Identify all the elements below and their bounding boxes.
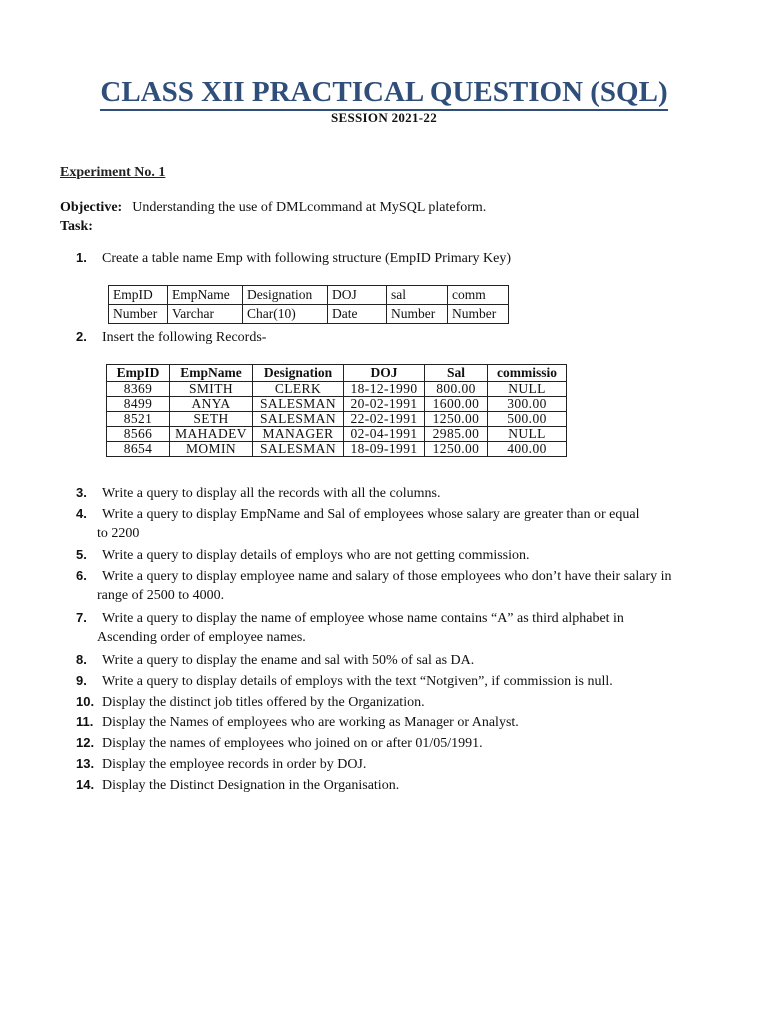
question-number: 3. [76,485,87,500]
column-header: EmpID [107,365,170,382]
step-1 [76,248,511,269]
structure-header-row [109,286,509,305]
question-number: 4. [76,506,87,521]
question-number: 6. [76,568,87,583]
table-cell: MANAGER [253,427,344,442]
table-cell: 1250.00 [425,442,488,457]
question-13 [76,754,366,775]
structure-table [108,285,509,324]
step-number: 1. [76,250,87,265]
session-label: SESSION 2021-22 [331,110,437,125]
table-cell: DOJ [328,286,387,305]
table-cell: NULL [488,427,567,442]
table-cell: SETH [170,412,253,427]
question-text: Write a query to display all the records with all the columns. [102,486,441,501]
question-number: 13. [76,756,95,771]
table-cell: 8521 [107,412,170,427]
table-row [107,427,567,442]
question-6 [76,566,672,587]
records-table [106,364,567,457]
question-number: 8. [76,652,87,667]
question-3 [76,483,440,504]
table-cell: comm [448,286,509,305]
experiment-heading: Experiment No. 1 [60,165,166,180]
table-cell: SALESMAN [253,442,344,457]
column-header: commissio [488,365,567,382]
document-title [0,74,768,110]
question-text: Display the names of employees who joined on or after 01/05/1991. [102,736,483,751]
table-cell: Designation [243,286,328,305]
step-number: 2. [76,329,87,344]
objective-text: Understanding the use of DMLcommand at MySQL plateform. [132,200,487,215]
question-number: 11. [76,714,94,729]
question-text: Write a query to display the ename and sal with 50% of sal as DA. [102,653,475,668]
step-text: Insert the following Records- [102,330,267,345]
table-row [107,412,567,427]
table-cell: EmpID [109,286,168,305]
column-header: Designation [253,365,344,382]
task-label: Task: [60,219,93,234]
table-row [107,382,567,397]
question-number: 9. [76,673,87,688]
table-cell: 1600.00 [425,397,488,412]
question-12 [76,733,483,754]
objective-label: Objective: [60,200,123,215]
structure-type-row [109,305,509,324]
table-cell: MOMIN [170,442,253,457]
table-cell: SALESMAN [253,412,344,427]
table-cell: 20-02-1991 [344,397,425,412]
table-cell: Number [387,305,448,324]
question-text: Display the Distinct Designation in the Organisation. [102,778,400,793]
question-text: Write a query to display employee name and salary of those employees who don’t have their salary in [102,569,672,584]
column-header: Sal [425,365,488,382]
table-cell: NULL [488,382,567,397]
table-row [107,397,567,412]
column-header: EmpName [170,365,253,382]
table-cell: Char(10) [243,305,328,324]
table-cell: SALESMAN [253,397,344,412]
question-10 [76,692,425,713]
table-cell: 22-02-1991 [344,412,425,427]
question-8 [76,650,474,671]
question-number: 5. [76,547,87,562]
document-title-text: CLASS XII PRACTICAL QUESTION (SQL) [100,76,667,111]
question-7 [76,608,624,629]
question-14 [76,775,399,796]
question-4 [76,504,639,525]
question-number: 12. [76,735,95,750]
step-2 [76,327,266,348]
table-cell: 8369 [107,382,170,397]
table-cell: Number [109,305,168,324]
table-cell: CLERK [253,382,344,397]
question-11 [76,712,519,733]
table-cell: ANYA [170,397,253,412]
table-cell: Varchar [168,305,243,324]
question-7-continuation: Ascending order of employee names. [97,630,306,645]
question-text: Display the distinct job titles offered by the Organization. [102,695,425,710]
objective-line [60,200,486,216]
column-header: DOJ [344,365,425,382]
table-cell: MAHADEV [170,427,253,442]
table-cell: 300.00 [488,397,567,412]
question-number: 10. [76,694,95,709]
table-row [107,442,567,457]
table-cell: 18-12-1990 [344,382,425,397]
question-text: Write a query to display details of employs who are not getting commission. [102,548,530,563]
question-4-continuation: to 2200 [97,526,140,541]
question-text: Write a query to display the name of employee whose name contains “A” as third alphabet in [102,611,624,626]
question-number: 7. [76,610,87,625]
question-9 [76,671,613,692]
question-number: 14. [76,777,95,792]
question-text: Write a query to display details of employs with the text “Notgiven”, if commission is null. [102,674,613,689]
table-cell: 1250.00 [425,412,488,427]
table-cell: 500.00 [488,412,567,427]
table-cell: Date [328,305,387,324]
table-cell: 8566 [107,427,170,442]
table-cell: 2985.00 [425,427,488,442]
question-6-continuation: range of 2500 to 4000. [97,588,225,603]
table-cell: 800.00 [425,382,488,397]
step-text: Create a table name Emp with following structure (EmpID Primary Key) [102,251,511,266]
table-cell: 400.00 [488,442,567,457]
question-text: Display the Names of employees who are working as Manager or Analyst. [102,715,519,730]
question-5 [76,545,530,566]
question-text: Display the employee records in order by DOJ. [102,757,367,772]
question-text: Write a query to display EmpName and Sal of employees whose salary are greater than or equal [102,507,640,522]
table-cell: SMITH [170,382,253,397]
records-header-row [107,365,567,382]
table-cell: sal [387,286,448,305]
table-cell: 02-04-1991 [344,427,425,442]
table-cell: EmpName [168,286,243,305]
table-cell: 8499 [107,397,170,412]
table-cell: 8654 [107,442,170,457]
table-cell: Number [448,305,509,324]
table-cell: 18-09-1991 [344,442,425,457]
